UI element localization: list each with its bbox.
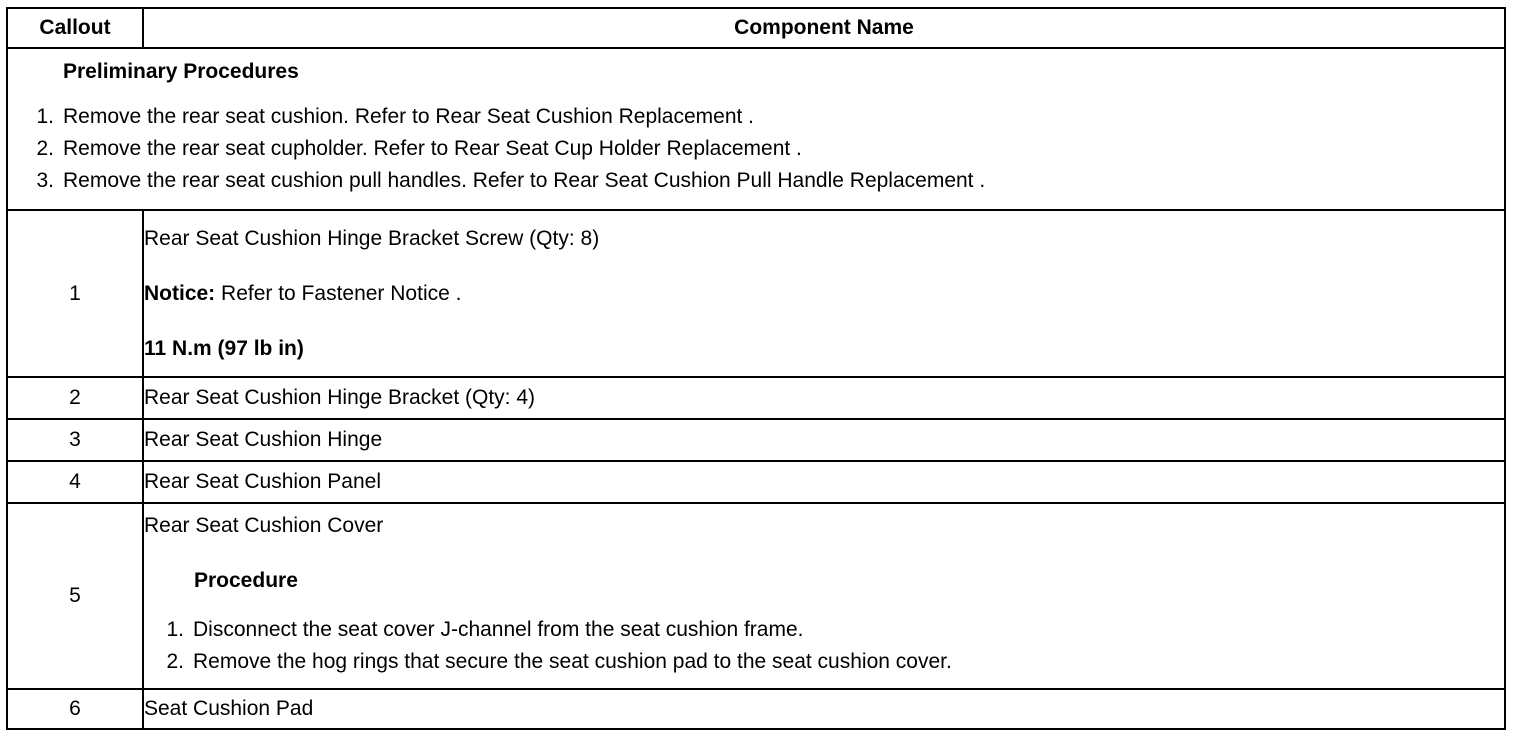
- step-text: Remove the rear seat cushion pull handles. Refer to Rear Seat Cushion Pull Handle Replacement .: [63, 169, 986, 192]
- procedure-heading: Procedure: [194, 569, 298, 592]
- callout-cell: 5: [7, 503, 143, 689]
- callout-cell: 3: [7, 419, 143, 461]
- list-item: [8, 101, 1504, 133]
- callout-cell: 2: [7, 377, 143, 419]
- component-name: Rear Seat Cushion Panel: [143, 461, 1505, 503]
- preliminary-steps: [8, 101, 1504, 197]
- list-item: [8, 133, 1504, 165]
- list-item: [138, 614, 1504, 646]
- step-number: 1.: [36, 105, 54, 128]
- callout-cell: 4: [7, 461, 143, 503]
- step-text: Disconnect the seat cover J-channel from the seat cushion frame.: [193, 618, 804, 641]
- callout-cell: 6: [7, 689, 143, 729]
- component-name-header: Component Name: [143, 8, 1505, 48]
- preliminary-row: [7, 48, 1505, 210]
- step-text: Remove the hog rings that secure the seat cushion pad to the seat cushion cover.: [193, 650, 952, 673]
- component-name: Rear Seat Cushion Hinge: [143, 419, 1505, 461]
- list-item: [8, 165, 1504, 197]
- callout-cell: 1: [7, 210, 143, 377]
- step-text: Remove the rear seat cushion. Refer to Rear Seat Cushion Replacement .: [63, 105, 755, 128]
- step-text: Remove the rear seat cupholder. Refer to Rear Seat Cup Holder Replacement .: [63, 137, 802, 160]
- table-row: [7, 419, 1505, 461]
- step-number: 2.: [36, 137, 54, 160]
- table-row: [7, 461, 1505, 503]
- component-cell: [143, 210, 1505, 377]
- component-cell: [143, 503, 1505, 689]
- notice-line: [144, 266, 1504, 321]
- preliminary-cell: [7, 48, 1505, 210]
- component-table: [6, 7, 1506, 730]
- torque-spec: 11 N.m (97 lb in): [144, 336, 304, 360]
- table-row: [7, 210, 1505, 377]
- step-number: 2.: [166, 650, 184, 673]
- table-row: [7, 689, 1505, 729]
- procedure-steps: [138, 614, 1504, 678]
- callout-header: Callout: [7, 8, 143, 48]
- step-number: 1.: [166, 618, 184, 641]
- notice-text: Refer to Fastener Notice .: [215, 281, 462, 305]
- component-name: Rear Seat Cushion Hinge Bracket Screw (Qty: 8): [144, 226, 600, 250]
- component-name: Rear Seat Cushion Hinge Bracket (Qty: 4): [143, 377, 1505, 419]
- header-row: [7, 8, 1505, 48]
- step-number: 3.: [36, 169, 54, 192]
- component-name: Rear Seat Cushion Cover: [144, 514, 384, 537]
- list-item: [138, 646, 1504, 678]
- component-name: Seat Cushion Pad: [143, 689, 1505, 729]
- preliminary-heading: Preliminary Procedures: [63, 60, 299, 83]
- notice-label: Notice:: [144, 281, 216, 305]
- table-row: [7, 377, 1505, 419]
- table-row: [7, 503, 1505, 689]
